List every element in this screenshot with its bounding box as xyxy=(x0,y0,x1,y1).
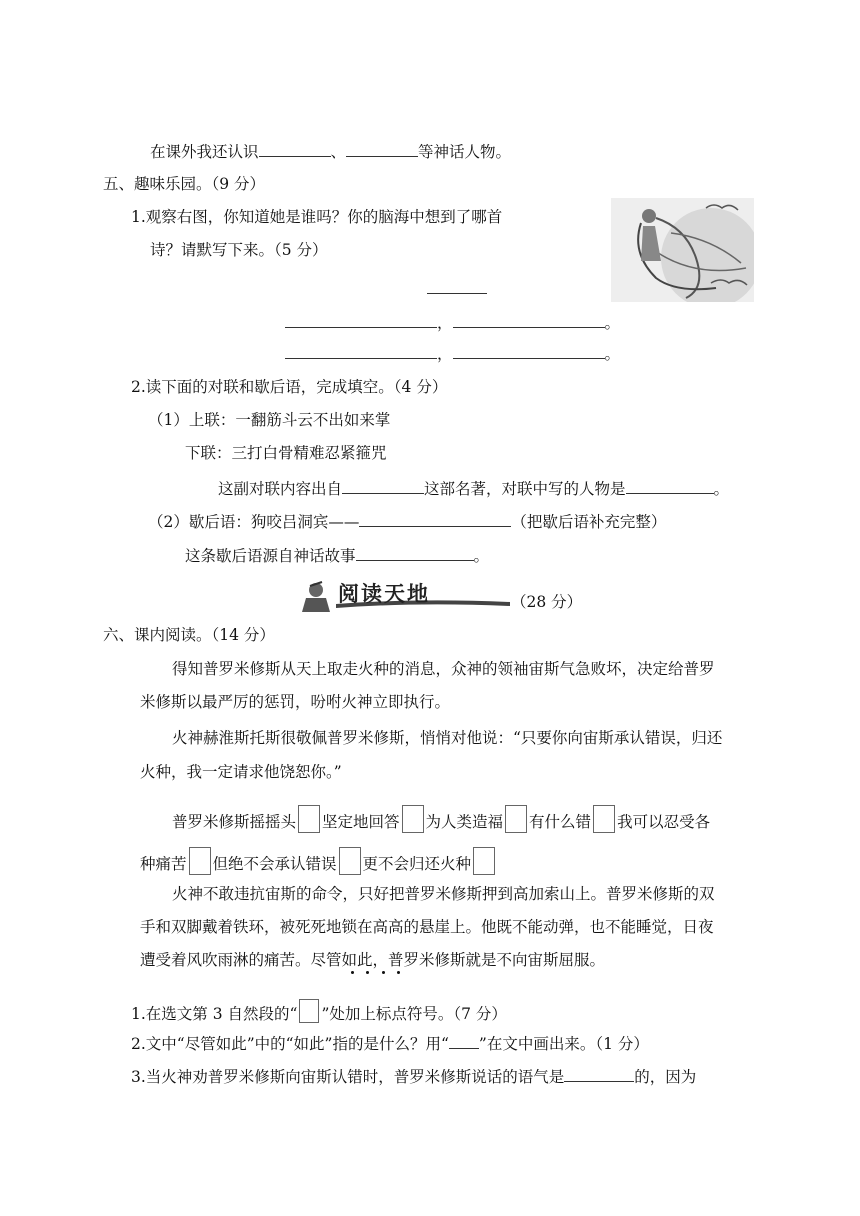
couplet-question: 这副对联内容出自 这部名著，对联中写的人物是 。 xyxy=(218,480,730,498)
q2-title: 2.读下面的对联和歇后语，完成填空。（4 分） xyxy=(131,378,448,396)
poem-line-2[interactable]: ， 。 xyxy=(285,343,620,364)
section6-title: 六、课内阅读。（14 分） xyxy=(103,626,275,644)
blank[interactable] xyxy=(564,1066,634,1082)
couplet-upper: （1）上联：一翻筋斗云不出如来掌 xyxy=(148,411,391,429)
para2-line2: 火种，我一定请求他饶恕你。” xyxy=(140,763,342,781)
xiehouyu-line: （2）歇后语：狗咬吕洞宾—— （把歇后语补充完整） xyxy=(148,513,667,531)
q1-line2: 诗？请默写下来。（5 分） xyxy=(150,241,328,259)
banner-score: （28 分） xyxy=(511,593,583,611)
poem-line-1[interactable]: ， 。 xyxy=(285,312,620,333)
question-2: 2.文中“尽管如此”中的“如此”指的是什么？用“ ”在文中画出来。（1 分） xyxy=(131,1035,649,1053)
blank[interactable] xyxy=(342,478,424,494)
question-1: 1.在选文第 3 自然段的“ ”处加上标点符号。（7 分） xyxy=(131,999,507,1024)
blank[interactable] xyxy=(346,141,418,157)
punct-box[interactable] xyxy=(189,847,211,875)
question-3: 3.当火神劝普罗米修斯向宙斯认错时，普罗米修斯说话的语气是 的，因为 xyxy=(131,1068,697,1086)
intro-line: 在课外我还认识 、 等神话人物。 xyxy=(150,143,512,161)
section5-title: 五、趣味乐园。（9 分） xyxy=(103,175,266,193)
para4-line3: 遭受着风吹雨淋的痛苦。尽管如此，普罗米修斯就是不向宙斯屈服。 xyxy=(140,951,606,969)
goddess-illustration xyxy=(611,198,754,302)
emphasis-dot xyxy=(351,971,354,974)
emphasis-dot xyxy=(382,971,385,974)
punct-box[interactable] xyxy=(473,847,495,875)
para3-line1: 普罗米修斯摇摇头 坚定地回答 为人类造福 有什么错 我可以忍受各 xyxy=(172,805,710,833)
emphasis-dot xyxy=(366,971,369,974)
para4-line1: 火神不敢违抗宙斯的命令，只好把普罗米修斯押到高加索山上。普罗米修斯的双 xyxy=(172,885,715,903)
para1-line1: 得知普罗米修斯从天上取走火种的消息，众神的领袖宙斯气急败坏，决定给普罗 xyxy=(172,660,715,678)
blank[interactable] xyxy=(259,141,331,157)
punct-box[interactable] xyxy=(339,847,361,875)
banner-title: 阅读天地 xyxy=(338,582,430,606)
blank[interactable] xyxy=(626,478,714,494)
q1-line1: 1.观察右图，你知道她是谁吗？你的脑海中想到了哪首 xyxy=(131,208,503,226)
para4-line2: 手和双脚戴着铁环，被死死地锁在高高的悬崖上。他既不能动弹，也不能睡觉，日夜 xyxy=(140,918,714,936)
xiehouyu-source: 这条歇后语源自神话故事 。 xyxy=(185,547,490,565)
underline-sample xyxy=(449,1033,479,1049)
couplet-lower: 下联：三打白骨精难忍紧箍咒 xyxy=(185,444,387,462)
emphasis-dot xyxy=(397,971,400,974)
para2-line1: 火神赫淮斯托斯很敬佩普罗米修斯，悄悄对他说：“只要你向宙斯承认错误，归还 xyxy=(172,729,723,747)
blank[interactable] xyxy=(359,511,511,527)
punct-box[interactable] xyxy=(505,805,527,833)
para1-line2: 米修斯以最严厉的惩罚，吩咐火神立即执行。 xyxy=(140,693,451,711)
punct-box[interactable] xyxy=(593,805,615,833)
punct-box[interactable] xyxy=(402,805,424,833)
punct-box[interactable] xyxy=(298,805,320,833)
poem-title-line[interactable] xyxy=(427,278,487,299)
blank[interactable] xyxy=(356,545,474,561)
para3-line2: 种痛苦 但绝不会承认错误 更不会归还火种 xyxy=(140,847,497,875)
punct-box-sample xyxy=(299,999,319,1023)
